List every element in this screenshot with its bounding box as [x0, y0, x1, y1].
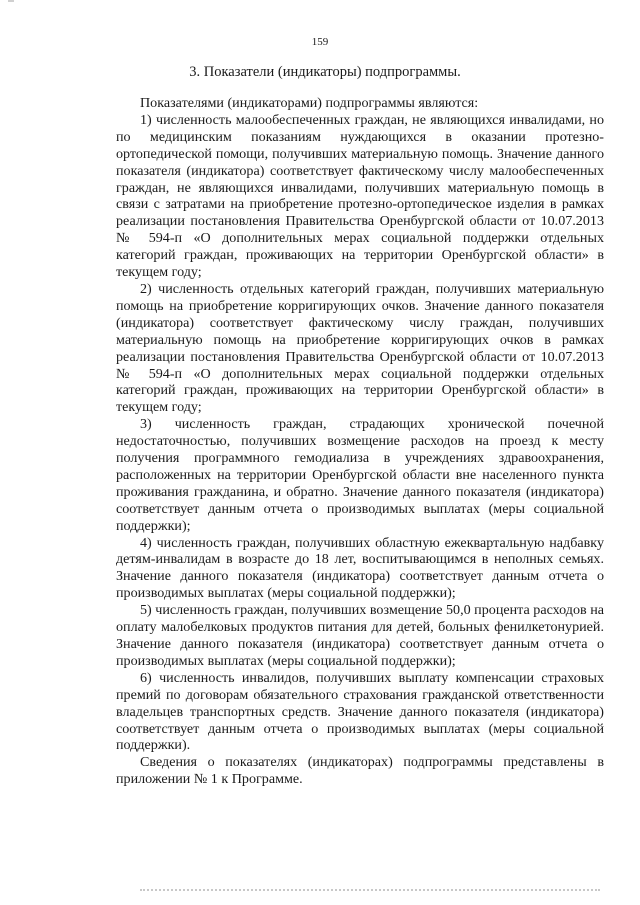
indicator-item-2: 2) численность отдельных категорий граждан, получивших материальную помощь на приобретение корригирующих очков. Значение данного показателя (индикатора) соответствует фактическому числу граждан, получивших материальную помощь на приобретение корригирующих очков в рамках реализации постановления Правительства Оренбургской области от 10.07.2013 № 594-п «О дополнительных мерах социальной поддержки отдельных категорий граждан, проживающих на территории Оренбургской области» в текущем году; [116, 280, 604, 416]
indicator-item-4: 4) численность граждан, получивших областную ежеквартальную надбавку детям-инвалидам в возрасте до 18 лет, воспитывающимся в неполных семьях. Значение данного показателя (индикатора) соответствует данным отчета о производимых выплатах (меры социальной поддержки); [116, 534, 604, 602]
page-number: 159 [311, 36, 329, 48]
indicator-item-5: 5) численность граждан, получивших возмещение 50,0 процента расходов на оплату малобелковых продуктов питания для детей, больных фенилкетонурией. Значение данного показателя (индикатора) соответствует данным отчета о производимых выплатах (меры социальной поддержки); [116, 602, 604, 669]
section-title: 3. Показатели (индикаторы) подпрограммы. [189, 64, 461, 80]
scan-corner-mark [8, 0, 14, 2]
indicator-item-6: 6) численность инвалидов, получивших выплату компенсации страховых премий по договорам обязательного страхования гражданской ответственности владельцев транспортных средств. Значение данного показателя (индикатора) соответствует данным отчета о производимых выплатах (меры социальной поддержки). [116, 669, 604, 754]
closing-paragraph: Сведения о показателях (индикаторах) подпрограммы представлены в приложении № 1 к Программе. [116, 754, 604, 788]
indicator-item-1: 1) численность малообеспеченных граждан, не являющихся инвалидами, но по медицинским показаниям нуждающихся в оказании протезно-ортопедической помощи, получивших материальную помощь. Значение данного показателя (индикатора) соответствует фактическому числу малообеспеченных граждан, не являющихся инвалидами, получивших материальную помощь в связи с затратами на приобретение протезно-ортопедическое изделия в рамках реализации постановления Правительства Оренбургской области от 10.07.2013 № 594-п «О дополнительных мерах социальной поддержки отдельных категорий граждан, проживающих на территории Оренбургской области» в текущем году; [116, 111, 604, 281]
document-body [116, 95, 604, 788]
indicator-item-3: 3) численность граждан, страдающих хронической почечной недостаточностью, получивших возмещение расходов на проезд к месту получения программного гемодиализа в учреждениях здравоохранения, расположенных на территории Оренбургской области вне населенного пункта проживания гражданина, и обратно. Значение данного показателя (индикатора) соответствует данным отчета о производимых выплатах (меры социальной поддержки); [116, 416, 604, 534]
scan-footer-artifact [140, 889, 600, 893]
intro-paragraph: Показателями (индикаторами) подпрограммы являются: [140, 95, 479, 111]
